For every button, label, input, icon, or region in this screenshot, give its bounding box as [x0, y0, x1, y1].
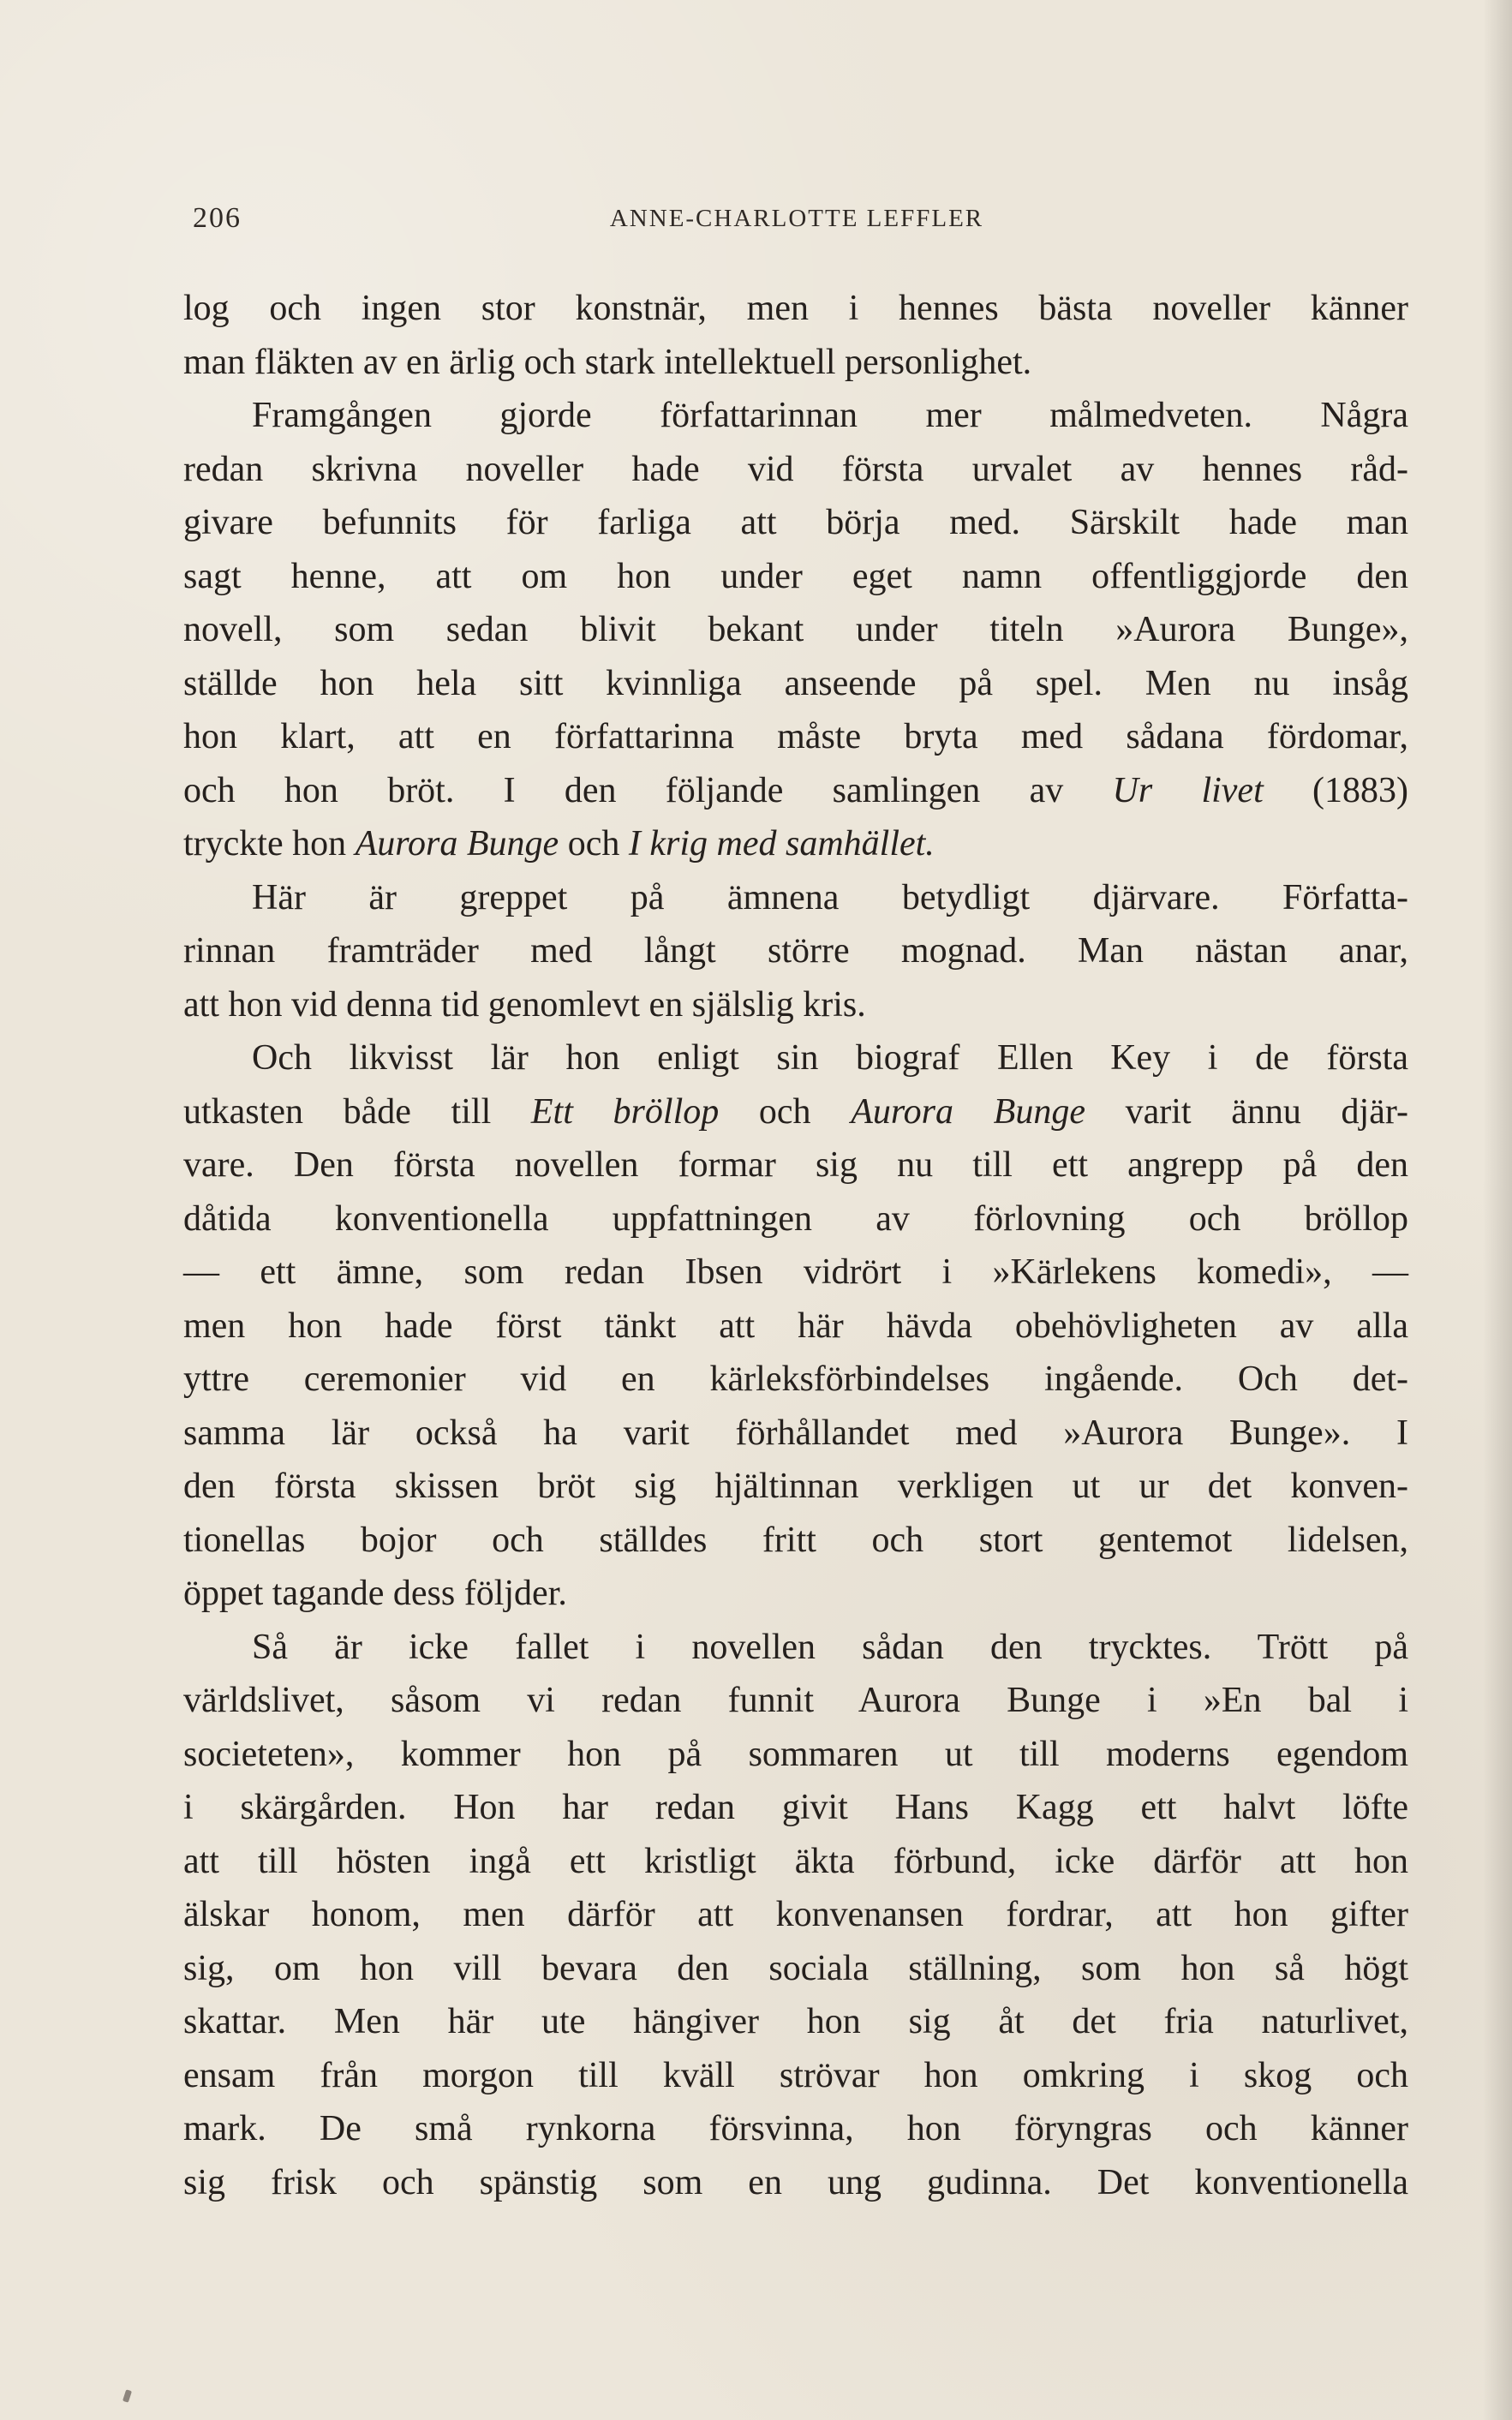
text-line: societeten», kommer hon på sommaren ut till moderns egendom — [183, 1734, 1408, 1774]
text-line: givare befunnits för farliga att börja med. Särskilt hade man — [183, 503, 1408, 542]
text-line: den första skissen bröt sig hjältinnan verkligen ut ur det konven- — [183, 1467, 1408, 1506]
text-line: ställde hon hela sitt kvinnliga anseende på spel. Men nu insåg — [183, 663, 1408, 703]
text-line: hon klart, att en författarinna måste bryta med sådana fördomar, — [183, 717, 1408, 756]
page-edge-shadow — [1483, 0, 1512, 2420]
text-line: öppet tagande dess följder. — [183, 1574, 567, 1613]
text-line: tryckte hon Aurora Bunge och I krig med samhället. — [183, 824, 935, 863]
body-text — [183, 282, 1408, 2209]
running-head — [193, 197, 1401, 240]
text-line: skattar. Men här ute hängiver hon sig åt det fria naturlivet, — [183, 2002, 1408, 2041]
text-line: — ett ämne, som redan Ibsen vidrört i »Kärlekens komedi», — — [183, 1252, 1408, 1292]
running-title: ANNE-CHARLOTTE LEFFLER — [609, 204, 984, 232]
text-line: Och likvisst lär hon enligt sin biograf Ellen Key i de första — [252, 1038, 1408, 1078]
text-line: i skärgården. Hon har redan givit Hans Kagg ett halvt löfte — [183, 1788, 1408, 1827]
italic-text: Aurora Bunge — [355, 824, 559, 863]
text-line: tionellas bojor och ställdes fritt och stort gentemot lidelsen, — [183, 1520, 1408, 1560]
text-line: sig, om hon vill bevara den sociala ställning, som hon så högt — [183, 1948, 1408, 1988]
italic-text: I krig med samhället. — [628, 824, 935, 863]
text-line: mark. De små rynkorna försvinna, hon föryngras och känner — [183, 2109, 1408, 2148]
text-line: samma lär också ha varit förhållandet med »Aurora Bunge». I — [183, 1413, 1408, 1453]
text-line: log och ingen stor konstnär, men i hennes bästa noveller känner — [183, 289, 1408, 328]
text-line: att hon vid denna tid genomlevt en själslig kris. — [183, 984, 866, 1025]
text-line: rinnan framträder med långt större mognad. Man nästan anar, — [183, 931, 1408, 971]
text-line: att till hösten ingå ett kristligt äkta förbund, icke därför att hon — [183, 1841, 1408, 1881]
text-line: man fläkten av en ärlig och stark intellektuell personlighet. — [183, 342, 1032, 382]
italic-text: Aurora Bunge — [851, 1091, 1085, 1132]
text-line: vare. Den första novellen formar sig nu till ett angrepp på den — [183, 1145, 1408, 1185]
text-line: Så är icke fallet i novellen sådan den trycktes. Trött på — [252, 1627, 1408, 1667]
text-line: ensam från morgon till kväll strövar hon omkring i skog och — [183, 2055, 1408, 2095]
italic-text: Ur livet — [1112, 770, 1264, 810]
text-line: älskar honom, men därför att konvenansen fordrar, att hon gifter — [183, 1895, 1408, 1934]
italic-text: Ett bröllop — [530, 1091, 720, 1132]
text-line: världslivet, såsom vi redan funnit Aurora Bunge i »En bal i — [183, 1681, 1408, 1720]
text-line: sig frisk och spänstig som en ung gudinna. Det konventionella — [183, 2162, 1408, 2202]
text-line: men hon hade först tänkt att här hävda obehövligheten av alla — [183, 1306, 1408, 1346]
text-line: och hon bröt. I den följande samlingen av Ur livet (1883) — [183, 770, 1408, 810]
text-line: sagt henne, att om hon under eget namn offentliggjorde den — [183, 556, 1408, 596]
text-line: utkasten både till Ett bröllop och Aurora Bunge varit ännu djär- — [183, 1091, 1408, 1132]
ink-mark — [123, 2389, 132, 2402]
text-line: Här är greppet på ämnena betydligt djärvare. Författa- — [252, 877, 1408, 917]
page-number: 206 — [193, 202, 242, 234]
text-line: redan skrivna noveller hade vid första urvalet av hennes råd- — [183, 449, 1408, 489]
text-line: dåtida konventionella uppfattningen av förlovning och bröllop — [183, 1198, 1408, 1239]
text-line: Framgången gjorde författarinnan mer målmedveten. Några — [252, 396, 1408, 435]
text-line: yttre ceremonier vid en kärleksförbindelses ingående. Och det- — [183, 1359, 1408, 1399]
text-line: novell, som sedan blivit bekant under titeln »Aurora Bunge», — [183, 610, 1408, 649]
